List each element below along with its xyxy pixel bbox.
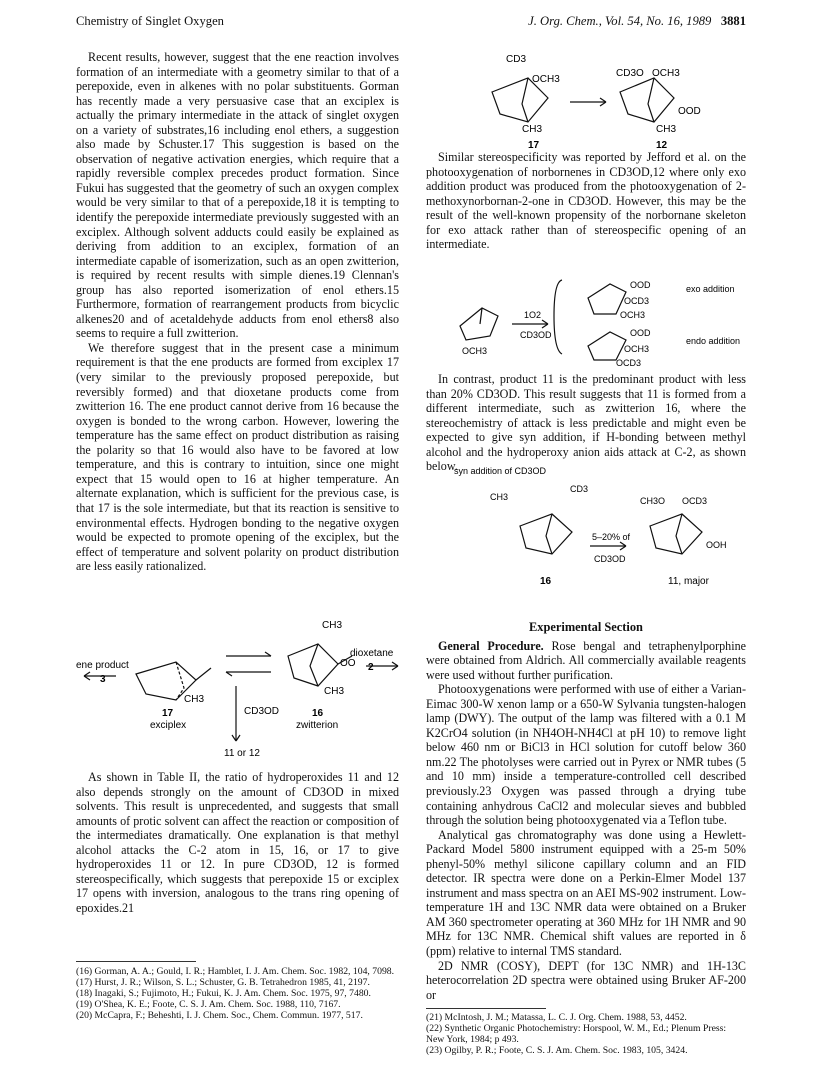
- left-column: [76, 50, 399, 574]
- footnote: (16) Gorman, A. A.; Gould, I. R.; Hamblet, I. J. Am. Chem. Soc. 1982, 104, 7098.: [76, 966, 395, 977]
- atom-label: CD3: [506, 54, 527, 65]
- svg-text:OO: OO: [340, 658, 356, 669]
- atom-label: OCH3: [652, 68, 680, 79]
- atom-label: CD3: [570, 484, 589, 494]
- zwitterion-label: zwitterion: [296, 720, 339, 731]
- ene-product-label: ene product: [76, 660, 129, 671]
- atom-label: OOD: [630, 328, 651, 338]
- atom-label: CH3: [522, 124, 543, 135]
- compound-number: 2: [368, 662, 374, 673]
- scheme-title: syn addition of CD3OD: [454, 466, 547, 476]
- compound-number: 11, major: [668, 576, 709, 587]
- right-column-upper: [426, 150, 746, 252]
- result-label: 11 or 12: [224, 748, 260, 759]
- footnote: (19) O'Shea, K. E.; Foote, C. S. J. Am. Chem. Soc. 1988, 110, 7167.: [76, 999, 341, 1011]
- footnote: (20) McCapra, F.; Beheshti, I. J. Chem. Soc., Chem. Commun. 1977, 517.: [76, 1010, 363, 1022]
- left-column-lower: [76, 770, 399, 915]
- paragraph: Analytical gas chromatography was done using a Hewlett-Packard Model 5800 instrument equipped with a 25-m 50% phenyl-50% methyl silicone capillary column and an FID detector. IR spectra were done on a Perkin-Elmer Model 137 instrument and mass spectra on an AEI MS-902 instrument. Low-temperature 1H and 13C NMR data were obtained on a Bruker AM 360 spectrometer operating at 360 MHz for 1H NMR and 90 MHz for 13C NMR. Chemical shift values are reported in δ (ppm) relative to internal TMS standard.: [426, 827, 746, 959]
- syn-addition-scheme: [450, 462, 750, 590]
- footnote: (18) Inagaki, S.; Fujimoto, H.; Fukui, K. J. Am. Chem. Soc. 1975, 97, 7480.: [76, 988, 371, 1000]
- atom-label: OCH3: [532, 74, 560, 85]
- paragraph: Photooxygenations were performed with use of either a Varian-Eimac 300-W xenon lamp or a 650-W Sylvania tungsten-halogen lamp (DWY). The output of the lamp was filtered with a 0.1 M K2CrO4 solution (in NH4OH-NH4Cl at pH 10) to remove light below 460 nm or BiCl3 in HCl solution for cutoff below 360 nm.22 The photolyses were carried out in Pyrex or NMR tubes (5 and 10 mm) inside a temperature-controlled cell described previously.23 Oxygen was passed through a drying tube containing anhydrous CaCl2 and molecular sieves and bubbled through the solution being photooxygenated via a Teflon tube.: [426, 682, 746, 828]
- right-column-mid: [426, 372, 746, 474]
- paragraph: As shown in Table II, the ratio of hydroperoxides 11 and 12 also depends strongly on the amount of CD3OD in mixed solvents. This result is unprecedented, and suggests that small amounts of protic solvent can affect the reaction or composition of the intermediates dramatically. One explanation is that methyl alcohol attacks the C-2 atom in 15, 16, or 17 to give hydroperoxides 11 or 12. In pure CD3OD, 12 is formed stereospecifically, which suggests that perepoxide 15 or exciplex 17 opens with inversion, analogous to the trans ring opening of epoxides.21: [76, 770, 399, 915]
- paragraph: In contrast, product 11 is the predominant product with less than 20% CD3OD. This result suggests that 11 is formed from a different intermediate, such as zwitterion 16, where the stereochemistry of attack is less predictable and might even be expected to give syn addition, if H-bonding between methyl alcohol and the hydroperoxy anion aids attack at C-2, as shown below.: [426, 372, 746, 474]
- atom-label: OCH3: [624, 344, 650, 354]
- atom-label: CH3: [184, 694, 205, 705]
- atom-label: OCH3: [620, 310, 646, 320]
- atom-label: OOD: [678, 106, 701, 117]
- svg-text:CH3: CH3: [490, 492, 509, 502]
- atom-label: OOH: [706, 540, 727, 550]
- footnote-rule: [76, 961, 196, 962]
- paragraph: 2D NMR (COSY), DEPT (for 13C NMR) and 1H-13C heterocorrelation 2D spectra were obtained using Bruker AF-200 or: [426, 958, 746, 1002]
- atom-label: CH3: [324, 686, 345, 697]
- atom-label: CH3O: [640, 496, 666, 506]
- compound-number: 3: [100, 674, 106, 685]
- footnote-rule: [426, 1008, 546, 1009]
- compound-number: 12: [656, 140, 668, 150]
- atom-label: OCD3: [682, 496, 708, 506]
- compound-number: 16: [540, 576, 552, 587]
- compound-number: 17: [162, 708, 174, 719]
- footnote: (23) Ogilby, P. R.; Foote, C. S. J. Am. Chem. Soc. 1983, 105, 3424.: [426, 1045, 688, 1057]
- endo-addition-label: endo addition: [686, 336, 741, 346]
- atom-label: OCD3: [624, 296, 650, 306]
- paragraph: General Procedure. Rose bengal and tetraphenylporphine were obtained from Aldrich. All commercially available reagents were used without further purification.: [426, 638, 746, 682]
- paragraph-lead: General Procedure.: [438, 638, 544, 653]
- footnotes-right: [426, 1012, 746, 1056]
- atom-label: OCH3: [462, 346, 488, 356]
- footnote: (17) Hurst, J. R.; Wilson, S. L.; Schuster, G. B. Tetrahedron 1985, 41, 2197.: [76, 977, 370, 989]
- scheme-17-to-12: [470, 50, 720, 150]
- mechanism-scheme: [76, 616, 406, 766]
- paragraph: We therefore suggest that in the present case a minimum requirement is that the ene products are formed from exciplex 17 (very similar to the previously proposed perepoxide, but reversibly formed) and that dioxetane products come from zwitterion 16. The ene product cannot derive from 16 because the oxygen is bonded to the wrong carbon. However, lowering the temperature has the same effect on product distribution as raising the polarity so that 16 would also have to be favored at low temperature, and this is contrary to intuition, since one might expect that 15 would open to 16 at higher temperature. An alternate explanation, which is sufficient for the previous case, is that 17 is the sole intermediate, but that its reaction is sensitive to environmental effects. Hydrogen bonding to the negative oxygen would be expected to promote opening of the exciplex, but the effect of temperature and solvent polarity on product distribution are less easily rationalized.: [76, 340, 399, 574]
- journal-citation: J. Org. Chem., Vol. 54, No. 16, 1989 3881: [528, 14, 746, 28]
- paragraph: Recent results, however, suggest that the ene reaction involves formation of an intermediate with a geometry similar to that of a perepoxide, even in alkenes with no polar substituents. Gorman has recently made a very persuasive case that an exciplex is actually the primary intermediate in the attack of singlet oxygen on a variety of substrates,16 including enol ethers, a suggestion also made by Schuster.17 This suggestion is based on the observation of negative activation energies, which require that a rapidly reversible complex precedes product formation. Since Fukui has suggested that the geometry of such an oxygen complex would be very similar to that of a perepoxide,18 it is tempting to identify the perepoxide intermediate previously suggested with an exciplex. Although solvent adducts could easily be explained as deriving from addition to an exciplex, formation of an intermediate capable of isomerization, such as an open zwitterion, is required by recent results with simple dienes.19 Clennan's group has also reported isomerization of enol ethers.15 Furthermore, formation of rearrangement products from bicyclic alkenes20 and of acetaldehyde adducts from enol ethers8 also seems to require a full zwitterion.: [76, 50, 399, 341]
- exciplex-label: exciplex: [150, 720, 187, 731]
- jefford-scheme: [450, 262, 750, 370]
- footnote: (21) McIntosh, J. M.; Matassa, L. C. J. Org. Chem. 1988, 53, 4452.: [426, 1012, 687, 1023]
- exo-addition-label: exo addition: [686, 284, 735, 294]
- reagent-label: 1O2: [524, 310, 542, 320]
- footnote: (22) Synthetic Organic Photochemistry: Horspool, W. M., Ed.; Plenum Press: New York, 1984; p 493.: [426, 1023, 727, 1046]
- experimental-section: [426, 620, 746, 1002]
- section-title: Experimental Section: [529, 620, 643, 634]
- paragraph: Similar stereospecificity was reported by Jefford et al. on the photooxygenation of norbornenes in CD3OD,12 where only exo addition product was produced from the photooxygenation of 2-methoxynorbornan-2-one in CD3OD. However, this may be the result of the well-known propensity of the norbornane skeleton for exo attack rather than of stereospecific opening of an intermediate.: [426, 150, 746, 252]
- compound-number: 17: [528, 140, 540, 150]
- percent-label: 5–20% of: [592, 532, 631, 542]
- footnotes-left: [76, 966, 399, 1021]
- atom-label: OCD3: [616, 358, 642, 368]
- compound-number: 16: [312, 708, 324, 719]
- atom-label: CD3O: [616, 68, 644, 79]
- atom-label: OOD: [630, 280, 651, 290]
- solvent-label: CD3OD: [244, 706, 280, 717]
- atom-label: CH3: [322, 620, 343, 631]
- atom-label: CH3: [656, 124, 677, 135]
- dioxetane-label: dioxetane: [350, 648, 394, 659]
- solvent-label: CD3OD: [520, 330, 552, 340]
- running-header: Chemistry of Singlet Oxygen: [76, 14, 224, 28]
- solvent-label: CD3OD: [594, 554, 626, 564]
